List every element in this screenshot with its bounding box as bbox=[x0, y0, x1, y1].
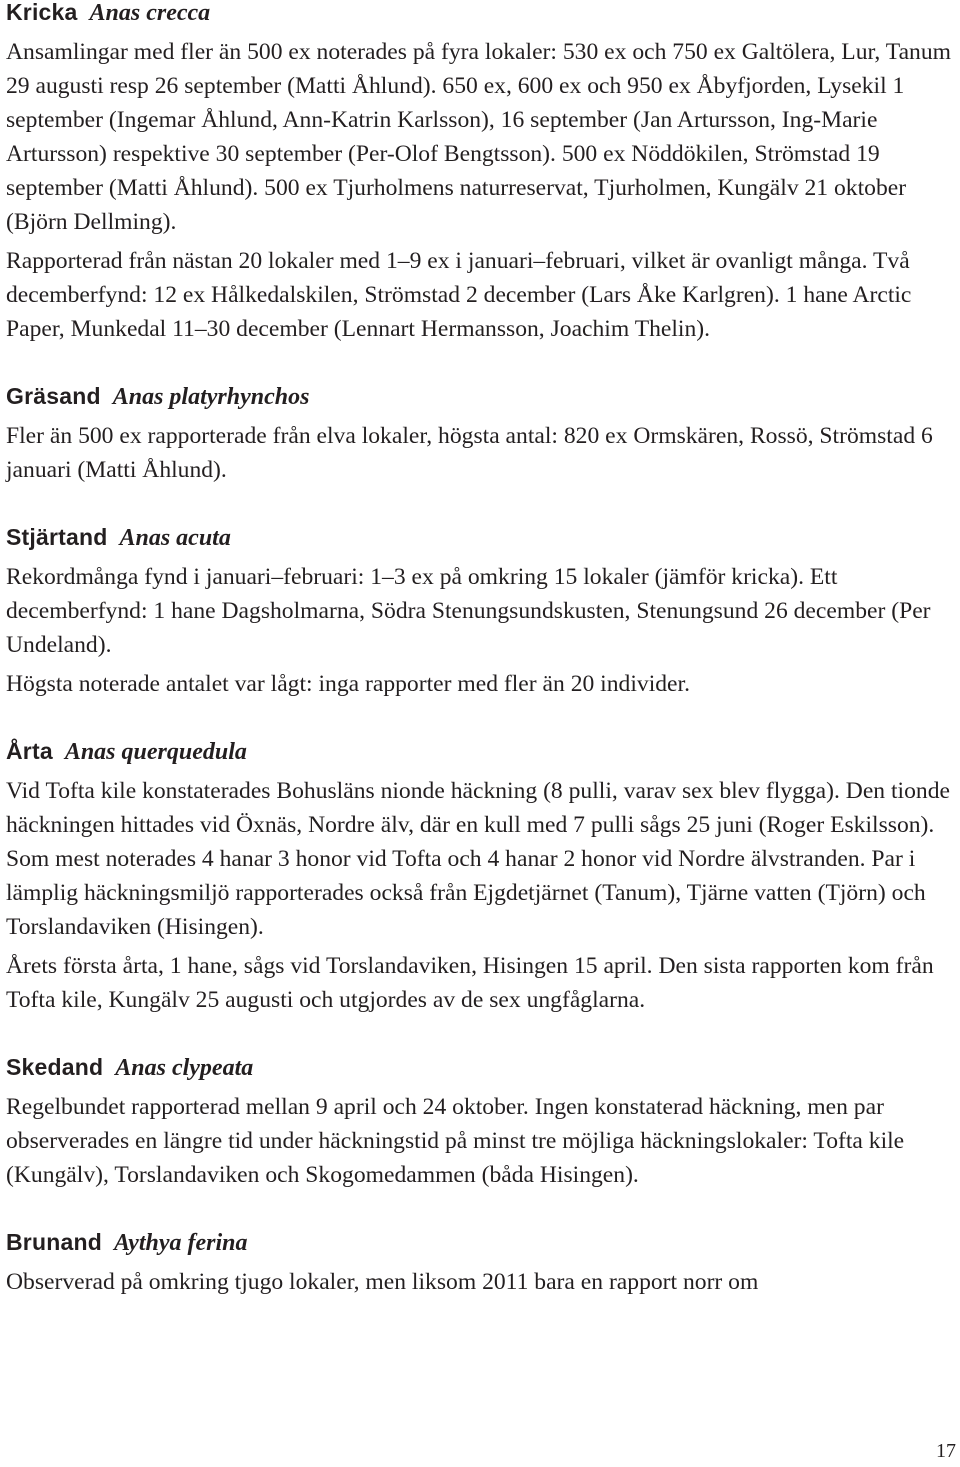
species-entry-skedand bbox=[6, 1050, 954, 1192]
species-latin-name: Anas crecca bbox=[89, 0, 211, 26]
species-common-name: Gräsand bbox=[6, 383, 101, 409]
species-common-name: Brunand bbox=[6, 1229, 102, 1255]
species-heading bbox=[6, 379, 954, 414]
species-latin-name: Anas querquedula bbox=[64, 739, 247, 765]
species-paragraph: Högsta noterade antalet var lågt: inga rapporter med fler än 20 individer. bbox=[6, 671, 690, 697]
species-paragraph: Ansamlingar med fler än 500 ex noterades på fyra lokaler: 530 ex och 750 ex Galtölera, Lur, Tanum 29 augusti resp 26 september (Matti Åhlund). 650 ex, 600 ex och 950 ex Åbyfjorden, Lysekil 1 september (Ingemar Åhlund, Ann-Katrin Karlsson), 16 september (Jan Artursson, Ing-Marie Artursson) respektive 30 september (Per-Olof Bengtsson). 500 ex Nöddökilen, Strömstad 19 september (Matti Åhlund). 500 ex Tjurholmens naturreservat, Tjurholmen, Kungälv 21 oktober (Björn Dellming). bbox=[6, 39, 951, 235]
species-latin-name: Anas clypeata bbox=[115, 1055, 254, 1081]
species-paragraph: Rapporterad från nästan 20 lokaler med 1–9 ex i januari–februari, vilket är ovanligt många. Två decemberfynd: 12 ex Hålkedalskilen, Strömstad 2 december (Lars Åke Karlgren). 1 hane Arctic Paper, Munkedal 11–30 december (Lennart Hermansson, Joachim Thelin). bbox=[6, 248, 912, 342]
species-paragraph: Årets första årta, 1 hane, sågs vid Torslandaviken, Hisingen 15 april. Den sista rapporten kom från Tofta kile, Kungälv 25 augusti och utgjordes av de sex ungfåglarna. bbox=[6, 953, 934, 1013]
species-latin-name: Anas acuta bbox=[119, 525, 231, 551]
species-entry-stjartand bbox=[6, 520, 954, 701]
species-common-name: Skedand bbox=[6, 1054, 104, 1080]
page-number: 17 bbox=[936, 1440, 956, 1462]
species-entry-brunand bbox=[6, 1225, 954, 1299]
species-paragraph: Rekordmånga fynd i januari–februari: 1–3 ex på omkring 15 lokaler (jämför kricka). Ett decemberfynd: 1 hane Dagsholmarna, Södra Stenungsundskusten, Stenungsund 26 december (Per Undeland). bbox=[6, 564, 931, 658]
species-paragraph: Vid Tofta kile konstaterades Bohusläns nionde häckning (8 pulli, varav sex blev flygga). Den tionde häckningen hittades vid Öxnäs, Nordre älv, där en kull med 7 pulli sågs 25 juni (Roger Eskilsson). Som mest noterades 4 hanar 3 honor vid Tofta och 4 hanar 2 honor vid Nordre älvstranden. Par i lämplig häckningsmiljö rapporterades också från Ejgdetjärnet (Tanum), Tjärne vatten (Tjörn) och Torslandaviken (Hisingen). bbox=[6, 778, 950, 940]
species-entry-kricka bbox=[6, 0, 954, 346]
species-common-name: Kricka bbox=[6, 0, 78, 25]
species-entry-grasand bbox=[6, 379, 954, 487]
species-heading bbox=[6, 1225, 954, 1260]
species-common-name: Årta bbox=[6, 738, 53, 764]
species-latin-name: Anas platyrhynchos bbox=[112, 384, 310, 410]
species-entry-arta bbox=[6, 734, 954, 1017]
species-paragraph: Fler än 500 ex rapporterade från elva lokaler, högsta antal: 820 ex Ormskären, Rossö, Strömstad 6 januari (Matti Åhlund). bbox=[6, 423, 933, 483]
species-paragraph: Regelbundet rapporterad mellan 9 april och 24 oktober. Ingen konstaterad häckning, men par observerades en längre tid under häckningstid på minst tre möjliga häckningslokaler: Tofta kile (Kungälv), Torslandaviken och Skogomedammen (båda Hisingen). bbox=[6, 1094, 905, 1188]
species-heading bbox=[6, 734, 954, 769]
species-heading bbox=[6, 0, 954, 30]
species-paragraph: Observerad på omkring tjugo lokaler, men liksom 2011 bara en rapport norr om bbox=[6, 1269, 759, 1295]
species-common-name: Stjärtand bbox=[6, 524, 108, 550]
species-heading bbox=[6, 520, 954, 555]
species-latin-name: Aythya ferina bbox=[113, 1230, 248, 1256]
species-heading bbox=[6, 1050, 954, 1085]
document-page bbox=[6, 0, 954, 1299]
